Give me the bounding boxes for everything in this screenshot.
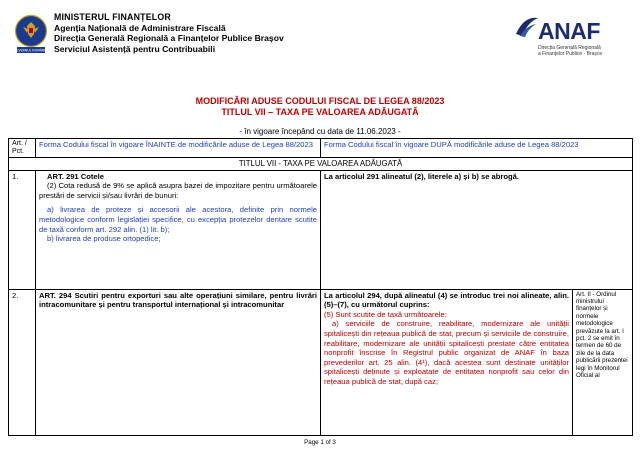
- anaf-subtitle-line: Direcția Generală Regională: [538, 45, 601, 51]
- romanian-government-crest-icon: [14, 14, 48, 54]
- header-before: Forma Codului fiscal în vigoare ÎNAINTE de modificările aduse de Legea 88/2023: [36, 139, 321, 158]
- article-title: ART. 291 Cotele: [47, 171, 104, 181]
- header-nr: Art. / Pct.: [9, 139, 36, 158]
- paragraph: La articolul 294, după alineatul (4) se introduc trei noi alineate, alin. (5)–(7), cu următorul cuprins:: [324, 290, 569, 310]
- anaf-swoosh-icon: [514, 14, 540, 40]
- institution-block: [54, 12, 284, 54]
- agency-name: Agenția Națională de Administrare Fiscală: [54, 22, 226, 33]
- section-row: [9, 158, 633, 171]
- crest-label: GUVERNUL ROMÂNIEI: [14, 48, 48, 53]
- directorate-name: Direcția Generală Regională a Finanțelor Publice Brașov: [54, 33, 284, 44]
- row-number: 2.: [9, 289, 36, 435]
- page-number: Page 1 of 3: [304, 439, 336, 446]
- title-line-1: MODIFICĂRI ADUSE CODULUI FISCAL DE LEGEA 88/2023: [195, 96, 445, 106]
- ministry-name: MINISTERUL FINANȚELOR: [54, 12, 171, 22]
- header-after: Forma Codului fiscal în vigoare DUPĂ modificările aduse de Legea 88/2023: [321, 139, 633, 158]
- after-cell: [321, 170, 633, 289]
- paragraph: (2) Cota redusă de 9% se aplică asupra bazei de impozitare pentru următoarele prestări de servicii și/sau livrări de bunuri:: [39, 181, 317, 200]
- in-force-date: - în vigoare începând cu data de 11.06.2023 -: [239, 127, 401, 136]
- title-line-2: TITLUL VII – TAXA PE VALOAREA ADĂUGATĂ: [221, 106, 419, 117]
- service-name: Serviciul Asistență pentru Contribuabili: [54, 43, 216, 54]
- paragraph: La articolul 291 alineatul (2), literele a) și b) se abrogă.: [324, 171, 519, 181]
- document-header: [14, 8, 626, 78]
- before-cell: [36, 289, 321, 435]
- paragraph: (5) Sunt scutite de taxă următoarele:: [324, 309, 447, 319]
- paragraph: b) livrarea de produse ortopedice;: [47, 234, 161, 244]
- table-header-row: [9, 139, 633, 158]
- anaf-logo: [514, 8, 626, 68]
- paragraph: a) livrarea de proteze și accesorii ale acestora, definite prin normele metodologice conform legislației specifice, cu excepția protezelor dentare scutite de taxă conform art. 292 alin. (1) lit. b);: [39, 205, 317, 234]
- anaf-wordmark: ANAF: [538, 18, 600, 44]
- paragraph: a) serviciile de construire, reabilitare, modernizare ale unității spitalicești din rețeaua publică de stat, precum și serviciile de construire, reabilitare, modernizare ale unității spitalicești prestate către entitatea nonprofit înscrise în Registrul public organizat de ANAF în baza prevederilor art. 25 alin. (4¹), dacă acestea sunt destinate unităților spitalicești deținute și exploatate de entitatea nonprofit sau celor din rețeaua publică de stat, după caz;: [324, 319, 569, 386]
- anaf-subtitle: [538, 45, 602, 57]
- row-number: 1.: [9, 170, 36, 289]
- anaf-subtitle-line: a Finanțelor Publice - Brașov: [538, 51, 603, 57]
- after-cell: [321, 289, 573, 435]
- before-cell: [36, 170, 321, 289]
- article-title: ART. 294 Scutiri pentru exporturi sau alte operațiuni similare, pentru livrări intracomunitare și pentru transportul internațional și intracomunitar: [39, 290, 317, 310]
- table-row: [9, 170, 633, 289]
- comparison-table: [8, 138, 633, 436]
- table-row: [9, 289, 633, 435]
- document-title: [0, 96, 640, 117]
- section-title: TITLUL VII - TAXA PE VALOAREA ADĂUGATĂ: [9, 158, 633, 171]
- note-cell: Art. II - Ordinul ministrului finanțelor și normele metodologice prevăzute la art. I pct. 2 se emit în termen de 60 de zile de la data publicării prezentei legi în Monitorul Oficial al: [573, 289, 633, 435]
